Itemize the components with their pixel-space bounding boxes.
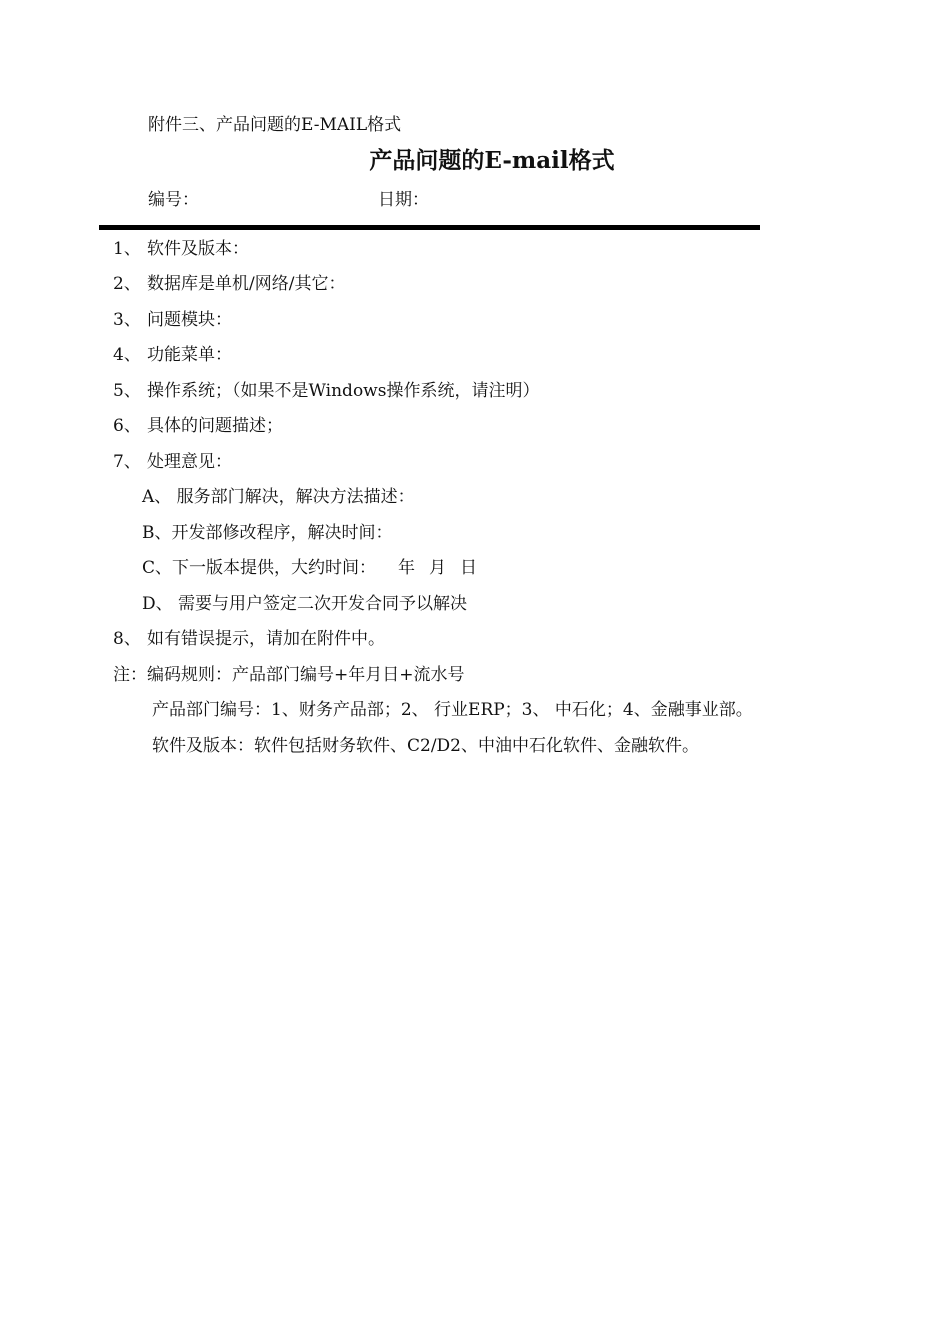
item-text: 数据库是单机/网络/其它： bbox=[147, 274, 346, 294]
header-divider bbox=[99, 225, 760, 230]
item-number: 3、 bbox=[113, 310, 141, 330]
item-number: 1、 bbox=[113, 239, 141, 259]
item-number: 8、 bbox=[113, 629, 141, 649]
notes-label: 注： bbox=[113, 665, 147, 685]
notes-rule: 编码规则：产品部门编号+年月日+流水号 bbox=[147, 665, 465, 685]
list-item bbox=[113, 415, 283, 437]
list-item bbox=[113, 344, 232, 366]
item-number: 5、 bbox=[113, 381, 141, 401]
sub-item-text: C、下一版本提供，大约时间： bbox=[142, 558, 377, 578]
document-title: 产品问题的E-mail格式 bbox=[369, 147, 615, 174]
date-label: 日期： bbox=[378, 190, 429, 210]
item-number: 4、 bbox=[113, 345, 141, 365]
item-text: 操作系统；（如果不是Windows操作系统，请注明） bbox=[147, 381, 540, 401]
item-text: 软件及版本： bbox=[147, 239, 249, 259]
sub-item: B、开发部修改程序，解决时间： bbox=[142, 523, 393, 543]
notes-dept-codes: 产品部门编号：1、财务产品部；2、 行业ERP；3、 中石化；4、金融事业部。 bbox=[152, 700, 753, 720]
item-text: 具体的问题描述； bbox=[147, 416, 283, 436]
month-label: 月 bbox=[429, 558, 447, 578]
day-label: 日 bbox=[460, 558, 478, 578]
item-text: 功能菜单： bbox=[147, 345, 232, 365]
item-number: 6、 bbox=[113, 416, 141, 436]
number-label: 编号： bbox=[148, 190, 199, 210]
attachment-label: 附件三、产品问题的E-MAIL格式 bbox=[148, 115, 402, 135]
item-number: 7、 bbox=[113, 452, 141, 472]
sub-item: A、 服务部门解决，解决方法描述： bbox=[142, 487, 415, 507]
item-text: 处理意见： bbox=[147, 452, 232, 472]
list-item bbox=[113, 628, 385, 650]
list-item bbox=[113, 309, 232, 331]
list-item bbox=[113, 238, 249, 260]
sub-item bbox=[142, 557, 477, 579]
year-label: 年 bbox=[398, 558, 416, 578]
list-item bbox=[113, 273, 345, 295]
notes-software-versions: 软件及版本：软件包括财务软件、C2/D2、中油中石化软件、金融软件。 bbox=[152, 736, 699, 756]
item-text: 如有错误提示，请加在附件中。 bbox=[147, 629, 385, 649]
sub-item: D、 需要与用户签定二次开发合同予以解决 bbox=[142, 594, 468, 614]
list-item bbox=[113, 451, 232, 473]
list-item bbox=[113, 380, 539, 402]
item-number: 2、 bbox=[113, 274, 141, 294]
item-text: 问题模块： bbox=[147, 310, 232, 330]
notes-rule-line bbox=[113, 664, 465, 686]
